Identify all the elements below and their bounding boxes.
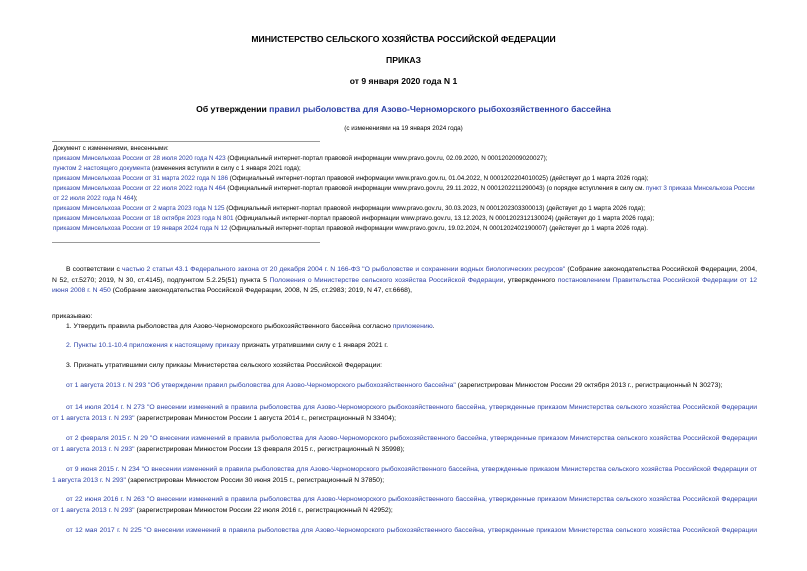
repealed-order-link[interactable]: от 14 июля 2014 г. N 273 "О внесении изменений в правила рыболовства для Азово-Черноморского рыбохозяйственного бассейна, утвержденные приказом Министерства сельского хозяйства Российской Федерации от 1 августа 2013 г. N 293" bbox=[52, 404, 757, 422]
separator-top bbox=[52, 141, 320, 142]
document-title bbox=[0, 104, 807, 114]
amendment-link[interactable]: пункт 3 приказа Минсельхоза России от 22 июля 2022 года N 464 bbox=[53, 185, 755, 202]
orders-word: приказываю: bbox=[52, 313, 93, 320]
amendment-link[interactable]: приказом Минсельхоза России от 22 июля 2022 года N 464 bbox=[53, 185, 226, 192]
repealed-order-link[interactable]: от 1 августа 2013 г. N 293 "Об утверждении правил рыболовства для Азово-Черноморского рыбохозяйственного бассейна" bbox=[66, 382, 456, 389]
amendment-link[interactable]: приказом Минсельхоза России от 31 марта 2022 года N 186 bbox=[53, 175, 228, 182]
preamble-paragraph: В соответствии с частью 2 статьи 43.1 Федерального закона от 20 декабря 2004 г. N 166-ФЗ "О рыболовстве и сохранении водных биологических ресурсов" (Собрание законодательства Российской Федерации, 2004, N 52, ст.5270; 2019, N 30, ст.4145), подпунктом 5.2.25(51) пункта 5 Положения о Министерстве сельского хозяйства Российской Федерации, утвержденного постановлением Правительства Российской Федерации от 12 июня 2008 г. N 450 (Собрание законодательства Российской Федерации, 2008, N 25, ст.2983; 2019, N 47, ст.6668), bbox=[52, 266, 758, 294]
separator-bottom bbox=[52, 242, 320, 243]
repealed-item: от 1 августа 2013 г. N 293 "Об утверждении правил рыболовства для Азово-Черноморского рыбохозяйственного бассейна" (зарегистрирован Минюстом России 29 октября 2013 г., регистрационный N 30273); bbox=[66, 382, 723, 389]
amendment-item: приказом Минсельхоза России от 19 января 2024 года N 12 (Официальный интернет-портал правовой информации www.pravo.gov.ru, 19.02.2024, N 0001202402190007) (действует до 1 марта 2026 года). bbox=[53, 225, 648, 232]
regulation-link[interactable]: Положения о Министерстве сельского хозяйства Российской Федерации bbox=[269, 276, 504, 284]
amendment-item: приказом Минсельхоза России от 28 июля 2020 года N 423 (Официальный интернет-портал правовой информации www.pravo.gov.ru, 02.09.2020, N 0001202009020027); bbox=[53, 155, 548, 162]
amendment-link[interactable]: пунктом 2 настоящего документа bbox=[53, 165, 151, 172]
repealed-item: от 9 июня 2015 г. N 234 "О внесении изменений в правила рыболовства для Азово-Черноморского рыбохозяйственного бассейна, утвержденные приказом Министерства сельского хозяйства Российской Федерации от 1 августа 2013 г. N 293" (зарегистрирован Минюстом России 30 июня 2015 г., регистрационный N 37850); bbox=[52, 466, 757, 484]
title-link[interactable]: правил рыболовства для Азово-Черноморского рыбохозяйственного бассейна bbox=[269, 104, 611, 114]
point-2: 2. Пункты 10.1-10.4 приложения к настоящему приказу признать утратившими силу с 1 января 2021 г. bbox=[66, 342, 388, 349]
repealed-order-link[interactable]: от 2 февраля 2015 г. N 29 "О внесении изменений в правила рыболовства для Азово-Черноморского рыбохозяйственного бассейна, утвержденные приказом Министерства сельского хозяйства Российской Федерации от 1 августа 2013 г. N 293" bbox=[52, 435, 757, 453]
points-link[interactable]: 2. Пункты 10.1-10.4 приложения к настоящему приказу bbox=[66, 342, 240, 349]
ministry-heading: МИНИСТЕРСТВО СЕЛЬСКОГО ХОЗЯЙСТВА РОССИЙСКОЙ ФЕДЕРАЦИИ bbox=[251, 34, 556, 44]
amendment-link[interactable]: приказом Минсельхоза России от 28 июля 2020 года N 423 bbox=[53, 155, 226, 162]
amendment-item: пунктом 2 настоящего документа (изменения вступили в силу с 1 января 2021 года); bbox=[53, 165, 301, 172]
amendments-heading: Документ с изменениями, внесенными: bbox=[53, 145, 169, 152]
amendment-item: приказом Минсельхоза России от 18 октября 2023 года N 801 (Официальный интернет-портал правовой информации www.pravo.gov.ru, 13.12.2023, N 0001202312130024) (действует до 1 марта 2026 года); bbox=[53, 215, 655, 222]
amendment-item: приказом Минсельхоза России от 2 марта 2023 года N 125 (Официальный интернет-портал правовой информации www.pravo.gov.ru, 30.03.2023, N 0001202303300013) (действует до 1 марта 2026 года); bbox=[53, 205, 646, 212]
resolution-link[interactable]: постановлением Правительства Российской Федерации от 12 июня 2008 г. N 450 bbox=[52, 276, 758, 294]
amendments-block bbox=[52, 144, 757, 234]
amendment-link[interactable]: приказом Минсельхоза России от 19 января 2024 года N 12 bbox=[53, 225, 228, 232]
law-link[interactable]: частью 2 статьи 43.1 Федерального закона от 20 декабря 2004 г. N 166-ФЗ "О рыболовстве и сохранении водных биологических ресурсов" bbox=[122, 266, 566, 273]
appendix-link[interactable]: приложению bbox=[392, 323, 433, 330]
point-1: 1. Утвердить правила рыболовства для Азово-Черноморского рыбохозяйственного бассейна согласно приложению. bbox=[66, 323, 435, 330]
repealed-order-link[interactable]: от 22 июня 2016 г. N 263 "О внесении изменений в правила рыболовства для Азово-Черноморского рыбохозяйственного бассейна, утвержденные приказом Министерства сельского хозяйства Российской Федерации от 1 августа 2013 г. N 293" bbox=[52, 496, 757, 514]
title-prefix: Об утверждении bbox=[196, 104, 270, 114]
document-type: ПРИКАЗ bbox=[386, 55, 421, 65]
repealed-item bbox=[52, 526, 757, 537]
document-date-number: от 9 января 2020 года N 1 bbox=[349, 76, 458, 86]
changes-note: (с изменениями на 19 января 2024 года) bbox=[344, 125, 463, 132]
amendment-item: приказом Минсельхоза России от 31 марта 2022 года N 186 (Официальный интернет-портал правовой информации www.pravo.gov.ru, 01.04.2022, N 0001202204010025) (действует до 1 марта 2026 года); bbox=[53, 175, 649, 182]
repealed-item: от 14 июля 2014 г. N 273 "О внесении изменений в правила рыболовства для Азово-Черноморского рыбохозяйственного бассейна, утвержденные приказом Министерства сельского хозяйства Российской Федерации от 1 августа 2013 г. N 293" (зарегистрирован Минюстом России 1 августа 2014 г., регистрационный N 33404); bbox=[52, 404, 757, 422]
amendment-link[interactable]: приказом Минсельхоза России от 2 марта 2023 года N 125 bbox=[53, 205, 225, 212]
repealed-item: от 2 февраля 2015 г. N 29 "О внесении изменений в правила рыболовства для Азово-Черноморского рыбохозяйственного бассейна, утвержденные приказом Министерства сельского хозяйства Российской Федерации от 1 августа 2013 г. N 293" (зарегистрирован Минюстом России 13 февраля 2015 г., регистрационный N 35998); bbox=[52, 435, 757, 453]
repealed-order-link[interactable]: от 12 мая 2017 г. N 225 "О внесении изменений в правила рыболовства для Азово-Черноморского рыбохозяйственного бассейна, утвержденные приказом Министерства сельского хозяйства Российской Федерации bbox=[66, 527, 757, 534]
amendment-item: приказом Минсельхоза России от 22 июля 2022 года N 464 (Официальный интернет-портал правовой информации www.pravo.gov.ru, 29.11.2022, N 0001202211290043) (о порядке вступления в силу см. пункт 3 приказа Минсельхоза России от 22 июля 2022 года N 464); bbox=[53, 185, 755, 202]
repealed-order-link[interactable]: от 9 июня 2015 г. N 234 "О внесении изменений в правила рыболовства для Азово-Черноморского рыбохозяйственного бассейна, утвержденные приказом Министерства сельского хозяйства Российской Федерации от 1 августа 2013 г. N 293" bbox=[52, 466, 757, 484]
repealed-item: от 22 июня 2016 г. N 263 "О внесении изменений в правила рыболовства для Азово-Черноморского рыбохозяйственного бассейна, утвержденные приказом Министерства сельского хозяйства Российской Федерации от 1 августа 2013 г. N 293" (зарегистрирован Минюстом России 22 июля 2016 г., регистрационный N 42952); bbox=[52, 496, 757, 514]
point-3: 3. Признать утратившими силу приказы Министерства сельского хозяйства Российской Федерации: bbox=[66, 362, 383, 369]
amendment-link[interactable]: приказом Минсельхоза России от 18 октября 2023 года N 801 bbox=[53, 215, 234, 222]
